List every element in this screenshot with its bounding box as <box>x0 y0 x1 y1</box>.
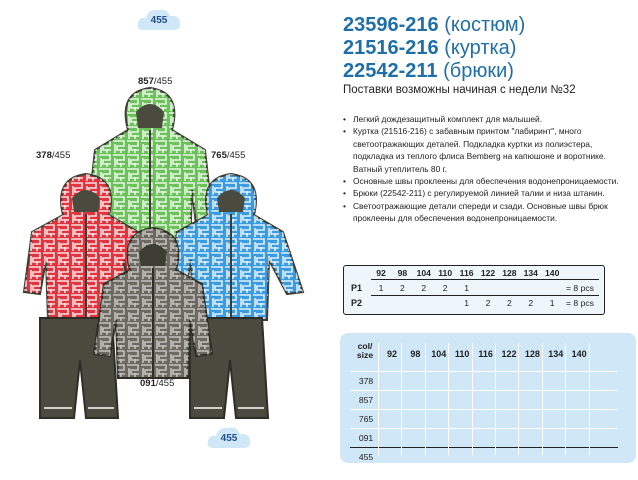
order-size-header: 128 <box>524 349 540 359</box>
order-size-header: 92 <box>386 349 397 359</box>
distribution-size-header: 122 <box>480 268 496 278</box>
order-grid-line <box>495 343 496 455</box>
distribution-size-header: 140 <box>545 268 560 278</box>
cloud-top-label: 455 <box>150 14 168 26</box>
distribution-cell: 1 <box>378 283 384 293</box>
order-grid-line <box>350 447 618 448</box>
order-color-label: 765 <box>358 414 374 424</box>
order-color-label: 857 <box>358 395 374 405</box>
color-label-right: 765/455 <box>211 150 246 161</box>
distribution-cell: 2 <box>507 298 512 308</box>
pack-total: = 8 pcs <box>566 283 594 293</box>
distribution-rule <box>371 279 599 280</box>
color-cloud-top <box>136 6 182 34</box>
title-pants: 22542-211 (брюки) <box>343 60 514 82</box>
color-label-left: 378/455 <box>36 150 71 161</box>
color-cloud-bottom <box>206 424 252 452</box>
distribution-size-header: 116 <box>459 268 474 278</box>
description-item: • Брюки (22542-211) с регулируемой линией талии и низа штанин. <box>343 187 635 199</box>
order-grid-line <box>589 343 590 455</box>
distribution-size-header: 110 <box>438 268 453 278</box>
pack-total: = 8 pcs <box>566 298 594 308</box>
title-jacket: 21516-216 (куртка) <box>343 37 517 59</box>
description-list <box>343 113 635 225</box>
order-grid-line <box>350 390 618 391</box>
order-grid-line <box>350 466 618 467</box>
distribution-size-header: 134 <box>523 268 538 278</box>
order-grid-line <box>350 409 618 410</box>
order-grid-line <box>378 343 379 455</box>
distribution-cell: 1 <box>464 283 469 293</box>
distribution-size-header: 128 <box>502 268 517 278</box>
distribution-size-header: 104 <box>416 268 431 278</box>
distribution-cell: 2 <box>400 283 405 293</box>
order-grid-line <box>350 371 618 372</box>
order-grid-line <box>448 343 449 455</box>
distribution-cell: 1 <box>549 298 555 308</box>
distribution-rule <box>371 295 599 296</box>
order-grid-line <box>542 343 543 455</box>
order-size-header: 98 <box>410 349 421 359</box>
distribution-cell: 2 <box>442 283 448 293</box>
description-item: • Основные швы проклеены для обеспечения водонепроницаемости. <box>343 175 635 187</box>
order-size-header: 134 <box>548 349 564 359</box>
order-size-header: 110 <box>454 349 470 359</box>
distribution-cell: 2 <box>421 283 427 293</box>
pack-label: P1 <box>351 283 363 293</box>
distribution-cell: 2 <box>485 298 491 308</box>
distribution-size-header: 98 <box>397 268 408 278</box>
pack-label: P2 <box>351 298 363 308</box>
order-size-header: 140 <box>571 349 587 359</box>
title-suit: 23596-216 (костюм) <box>343 14 526 36</box>
description-item: • Куртка (21516-216) с забавным принтом "лабиринт", много светоотражающих деталей. Подкладка куртки из полиэстера, подкладка из теплого флиса Bemberg на капюшоне и воротнике. Ватный утеплитель 80 г. <box>343 125 635 175</box>
distribution-cell: 1 <box>464 298 469 308</box>
order-size-header: 122 <box>501 349 517 359</box>
order-grid-line <box>565 343 566 455</box>
order-grid-line <box>472 343 473 455</box>
cloud-bottom-label: 455 <box>220 432 238 444</box>
delivery-note: Поставки возможны начиная с недели №32 <box>343 84 576 96</box>
article-titles <box>343 14 525 83</box>
distribution-cell: 2 <box>528 298 534 308</box>
order-grid-line <box>425 343 426 455</box>
order-grid <box>340 333 636 463</box>
order-grid-line <box>518 343 519 455</box>
color-label-top: 857/455 <box>138 76 173 87</box>
order-color-label: 455 <box>358 452 374 462</box>
description-item: • Светоотражающие детали спереди и сзади. Основные швы брюк проклеены для обеспечения водонепроницаемости. <box>343 200 635 225</box>
order-size-header: 116 <box>478 349 493 359</box>
order-grid-line <box>401 343 402 455</box>
order-size-header: 104 <box>431 349 447 359</box>
distribution-size-header: 92 <box>376 268 386 278</box>
order-color-label: 091 <box>358 433 374 443</box>
description-item: • Легкий дождезащитный комплект для малышей. <box>343 113 635 125</box>
order-color-label: 378 <box>358 376 374 386</box>
size-distribution-table <box>343 265 605 315</box>
color-label-front: 091/455 <box>140 378 175 389</box>
order-corner-label: col/ size <box>356 341 374 360</box>
order-grid-line <box>350 428 618 429</box>
